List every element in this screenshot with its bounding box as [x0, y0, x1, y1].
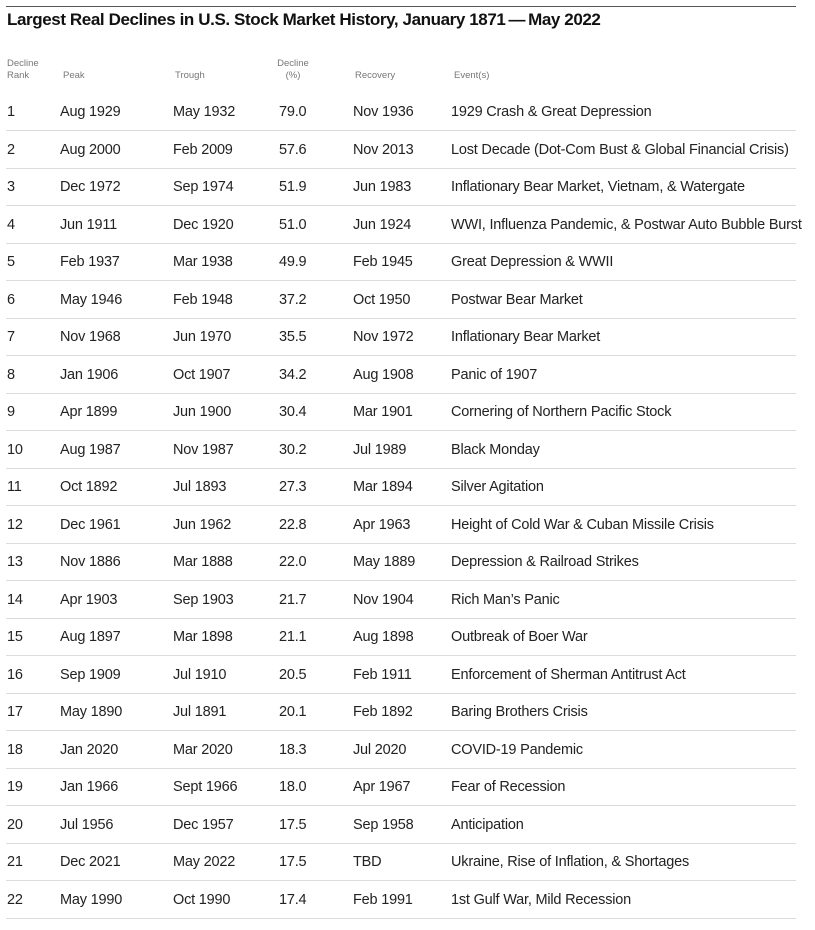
cell-rank: 22 — [7, 891, 23, 908]
cell-decline: 37.2 — [279, 291, 307, 308]
cell-peak: Aug 1929 — [60, 104, 121, 120]
cell-recovery: TBD — [353, 854, 382, 870]
cell-peak: May 1890 — [60, 704, 123, 720]
cell-rank: 1 — [7, 104, 15, 120]
cell-trough: Mar 1898 — [173, 629, 233, 645]
cell-trough: Sep 1903 — [173, 591, 234, 608]
cell-events: Enforcement of Sherman Antitrust Act — [451, 666, 686, 683]
cell-decline: 20.1 — [279, 704, 307, 720]
cell-events: Inflationary Bear Market, Vietnam, & Watergate — [451, 179, 745, 195]
cell-rank: 9 — [7, 404, 15, 420]
cell-decline: 17.4 — [279, 891, 307, 908]
cell-events: Fear of Recession — [451, 779, 566, 795]
cell-peak: Aug 2000 — [60, 141, 121, 158]
cell-trough: Oct 1907 — [173, 366, 231, 383]
row-divider — [6, 693, 796, 694]
cell-events: Cornering of Northern Pacific Stock — [451, 404, 672, 420]
cell-decline: 27.3 — [279, 479, 307, 495]
cell-events: Postwar Bear Market — [451, 291, 583, 308]
cell-decline: 34.2 — [279, 366, 307, 383]
cell-rank: 21 — [7, 854, 23, 870]
cell-recovery: Apr 1967 — [353, 779, 411, 795]
cell-recovery: Mar 1894 — [353, 479, 413, 495]
cell-events: Inflationary Bear Market — [451, 329, 601, 345]
cell-rank: 15 — [7, 629, 23, 645]
cell-events: COVID-19 Pandemic — [451, 741, 583, 758]
cell-peak: Jun 1911 — [60, 216, 117, 233]
cell-decline: 21.1 — [279, 629, 307, 645]
cell-recovery: Sep 1958 — [353, 816, 414, 833]
cell-events: Silver Agitation — [451, 479, 544, 495]
cell-rank: 7 — [7, 329, 15, 345]
cell-rank: 11 — [7, 479, 22, 495]
cell-decline: 18.0 — [279, 779, 307, 795]
cell-trough: Sep 1974 — [173, 179, 234, 195]
cell-decline: 17.5 — [279, 854, 307, 870]
cell-events: Panic of 1907 — [451, 366, 538, 383]
cell-events: 1929 Crash & Great Depression — [451, 104, 652, 120]
row-divider — [6, 730, 796, 731]
cell-recovery: Jun 1983 — [353, 179, 412, 195]
row-divider — [6, 918, 796, 919]
cell-decline: 49.9 — [279, 254, 307, 270]
cell-recovery: Apr 1963 — [353, 516, 411, 533]
cell-peak: Aug 1897 — [60, 629, 121, 645]
row-divider — [6, 130, 796, 131]
cell-events: 1st Gulf War, Mild Recession — [451, 891, 632, 908]
cell-trough: Jun 1970 — [173, 329, 232, 345]
cell-peak: Dec 1961 — [60, 516, 121, 533]
cell-peak: Aug 1987 — [60, 441, 121, 458]
cell-recovery: Jul 2020 — [353, 741, 407, 758]
cell-rank: 19 — [7, 779, 23, 795]
cell-trough: Jul 1893 — [173, 479, 227, 495]
row-divider — [6, 355, 796, 356]
cell-events: Baring Brothers Crisis — [451, 704, 588, 720]
header-recovery: Recovery — [355, 70, 396, 81]
cell-recovery: Feb 1892 — [353, 704, 413, 720]
cell-recovery: Jun 1924 — [353, 216, 412, 233]
cell-events: Lost Decade (Dot-Com Bust & Global Financial Crisis) — [451, 141, 789, 158]
cell-trough: Jun 1962 — [173, 516, 232, 533]
cell-peak: Apr 1903 — [60, 591, 118, 608]
cell-decline: 30.2 — [279, 441, 307, 458]
cell-peak: Feb 1937 — [60, 254, 120, 270]
cell-decline: 35.5 — [279, 329, 307, 345]
cell-trough: May 2022 — [173, 854, 236, 870]
cell-trough: Jul 1891 — [173, 704, 227, 720]
cell-events: Rich Man’s Panic — [451, 591, 560, 608]
row-divider — [6, 168, 796, 169]
cell-recovery: Feb 1911 — [353, 666, 412, 683]
cell-trough: May 1932 — [173, 104, 236, 120]
cell-rank: 18 — [7, 741, 23, 758]
header-decline-rank: Decline Rank — [7, 58, 39, 81]
cell-recovery: Nov 1936 — [353, 104, 414, 120]
cell-peak: Nov 1968 — [60, 329, 121, 345]
row-divider — [6, 468, 796, 469]
row-divider — [6, 805, 796, 806]
cell-decline: 51.9 — [279, 179, 307, 195]
cell-recovery: Aug 1908 — [353, 366, 414, 383]
cell-events: Outbreak of Boer War — [451, 629, 588, 645]
cell-rank: 17 — [7, 704, 23, 720]
cell-events: WWI, Influenza Pandemic, & Postwar Auto Bubble Burst — [451, 216, 802, 233]
cell-recovery: Nov 2013 — [353, 141, 414, 158]
cell-decline: 22.0 — [279, 554, 307, 570]
row-divider — [6, 243, 796, 244]
cell-recovery: Feb 1991 — [353, 891, 413, 908]
cell-recovery: Nov 1972 — [353, 329, 414, 345]
cell-decline: 22.8 — [279, 516, 307, 533]
row-divider — [6, 843, 796, 844]
cell-recovery: Mar 1901 — [353, 404, 413, 420]
cell-peak: Jul 1956 — [60, 816, 114, 833]
cell-rank: 2 — [7, 141, 15, 158]
cell-trough: Mar 1888 — [173, 554, 233, 570]
row-divider — [6, 393, 796, 394]
cell-recovery: Oct 1950 — [353, 291, 411, 308]
cell-peak: May 1990 — [60, 891, 123, 908]
cell-recovery: May 1889 — [353, 554, 416, 570]
row-divider — [6, 505, 796, 506]
cell-decline: 17.5 — [279, 816, 307, 833]
cell-decline: 21.7 — [279, 591, 307, 608]
cell-peak: Jan 1966 — [60, 779, 119, 795]
row-divider — [6, 655, 796, 656]
cell-recovery: Feb 1945 — [353, 254, 413, 270]
cell-rank: 5 — [7, 254, 15, 270]
cell-decline: 30.4 — [279, 404, 307, 420]
row-divider — [6, 880, 796, 881]
header-peak: Peak — [63, 70, 85, 81]
cell-recovery: Aug 1898 — [353, 629, 414, 645]
cell-decline: 18.3 — [279, 741, 307, 758]
cell-trough: Mar 1938 — [173, 254, 233, 270]
row-divider — [6, 280, 796, 281]
table-title: Largest Real Declines in U.S. Stock Market History, January 1871 — May 2022 — [7, 10, 601, 29]
cell-trough: Dec 1920 — [173, 216, 234, 233]
cell-recovery: Nov 1904 — [353, 591, 414, 608]
cell-peak: Dec 1972 — [60, 179, 121, 195]
row-divider — [6, 580, 796, 581]
cell-rank: 13 — [7, 554, 23, 570]
cell-events: Depression & Railroad Strikes — [451, 554, 639, 570]
cell-decline: 51.0 — [279, 216, 307, 233]
row-divider — [6, 318, 796, 319]
cell-peak: Dec 2021 — [60, 854, 121, 870]
row-divider — [6, 205, 796, 206]
row-divider — [6, 768, 796, 769]
header-decline-percent: Decline (%) — [277, 58, 309, 81]
cell-rank: 8 — [7, 366, 15, 383]
cell-events: Black Monday — [451, 441, 540, 458]
row-divider — [6, 618, 796, 619]
cell-trough: Feb 1948 — [173, 291, 233, 308]
cell-decline: 20.5 — [279, 666, 307, 683]
cell-rank: 4 — [7, 216, 15, 233]
cell-rank: 14 — [7, 591, 23, 608]
row-divider — [6, 430, 796, 431]
cell-peak: May 1946 — [60, 291, 123, 308]
cell-rank: 20 — [7, 816, 23, 833]
row-divider — [6, 543, 796, 544]
cell-rank: 12 — [7, 516, 23, 533]
cell-peak: Sep 1909 — [60, 666, 121, 683]
cell-peak: Apr 1899 — [60, 404, 118, 420]
cell-rank: 10 — [7, 441, 23, 458]
cell-trough: Jun 1900 — [173, 404, 232, 420]
cell-peak: Nov 1886 — [60, 554, 121, 570]
header-events: Event(s) — [454, 70, 490, 81]
cell-rank: 6 — [7, 291, 15, 308]
cell-events: Great Depression & WWII — [451, 254, 614, 270]
header-trough: Trough — [175, 70, 205, 81]
cell-events: Anticipation — [451, 816, 524, 833]
cell-rank: 16 — [7, 666, 23, 683]
cell-trough: Dec 1957 — [173, 816, 234, 833]
cell-recovery: Jul 1989 — [353, 441, 407, 458]
cell-decline: 79.0 — [279, 104, 307, 120]
cell-trough: Sept 1966 — [173, 779, 238, 795]
cell-peak: Jan 2020 — [60, 741, 119, 758]
cell-peak: Jan 1906 — [60, 366, 119, 383]
cell-events: Ukraine, Rise of Inflation, & Shortages — [451, 854, 690, 870]
cell-trough: Oct 1990 — [173, 891, 231, 908]
cell-trough: Mar 2020 — [173, 741, 233, 758]
cell-events: Height of Cold War & Cuban Missile Crisis — [451, 516, 714, 533]
cell-trough: Feb 2009 — [173, 141, 233, 158]
cell-peak: Oct 1892 — [60, 479, 118, 495]
cell-decline: 57.6 — [279, 141, 307, 158]
cell-trough: Jul 1910 — [173, 666, 227, 683]
cell-trough: Nov 1987 — [173, 441, 234, 458]
cell-rank: 3 — [7, 179, 15, 195]
